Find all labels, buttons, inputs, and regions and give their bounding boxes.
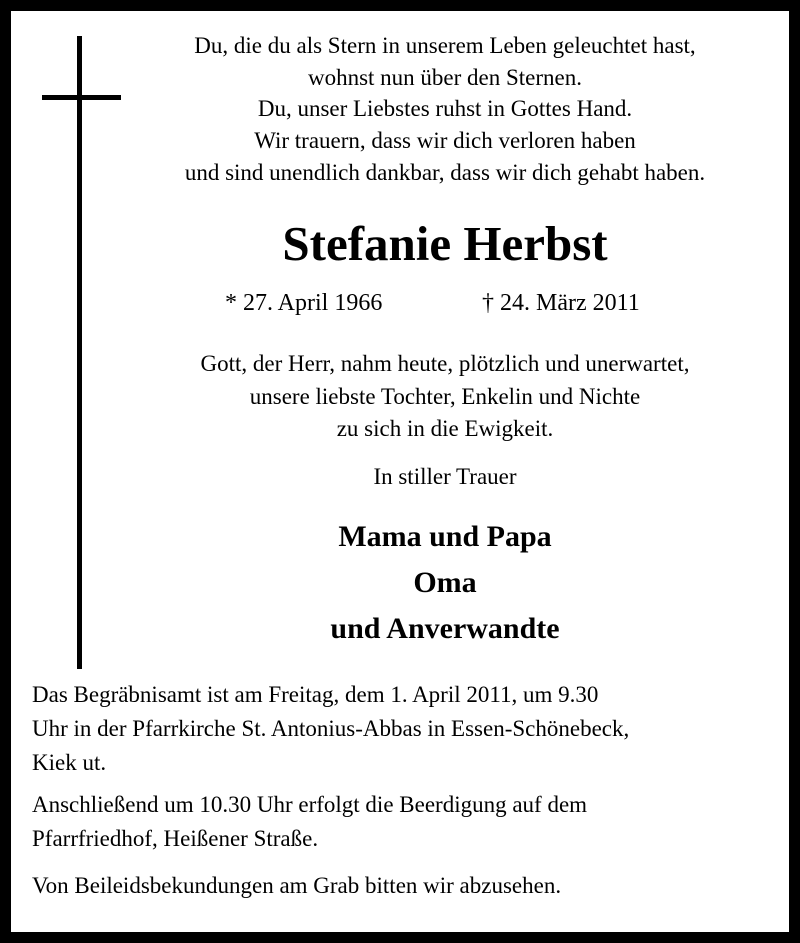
- funeral-line: Kiek ut.: [32, 750, 107, 775]
- poem-line: Wir trauern, dass wir dich verloren haben: [254, 128, 636, 154]
- mourner-entry: und Anverwandte: [330, 612, 560, 645]
- condolence-line: Von Beileidsbekundungen am Grab bitten wir abzusehen.: [32, 873, 562, 898]
- funeral-mass-info: [32, 678, 788, 780]
- announcement-line: Gott, der Herr, nahm heute, plötzlich und unerwartet,: [200, 351, 690, 376]
- mourners-list: [90, 514, 800, 652]
- poem-line: wohnst nun über den Sternen.: [307, 64, 583, 90]
- condolence-note: [32, 869, 788, 903]
- mourner-entry: Mama und Papa: [338, 520, 552, 553]
- announcement-line: zu sich in die Ewigkeit.: [336, 416, 554, 441]
- memorial-poem: [90, 30, 800, 189]
- deceased-name: Stefanie Herbst: [282, 216, 608, 271]
- poem-line: Du, die du als Stern in unserem Leben geleuchtet hast,: [194, 33, 696, 58]
- poem-line: und sind unendlich dankbar, dass wir dich gehabt haben.: [184, 159, 706, 185]
- burial-line: Pfarrfriedhof, Heißener Straße.: [32, 826, 319, 851]
- burial-info: [32, 788, 788, 856]
- mourning-phrase: In stiller Trauer: [373, 464, 517, 489]
- burial-line: Anschließend um 10.30 Uhr erfolgt die Beerdigung auf dem: [32, 792, 588, 817]
- death-announcement: [90, 348, 800, 446]
- death-date: † 24. März 2011: [482, 290, 640, 316]
- mourner-entry: Oma: [413, 566, 477, 599]
- funeral-line: Das Begräbnisamt ist am Freitag, dem 1. April 2011, um 9.30: [32, 682, 599, 707]
- poem-line: Du, unser Liebstes ruhst in Gottes Hand.: [257, 96, 633, 122]
- birth-date: * 27. April 1966: [225, 290, 383, 316]
- funeral-line: Uhr in der Pfarrkirche St. Antonius-Abbas in Essen-Schönebeck,: [32, 716, 630, 741]
- cross-icon: [77, 36, 82, 669]
- announcement-line: unsere liebste Tochter, Enkelin und Nichte: [249, 383, 641, 409]
